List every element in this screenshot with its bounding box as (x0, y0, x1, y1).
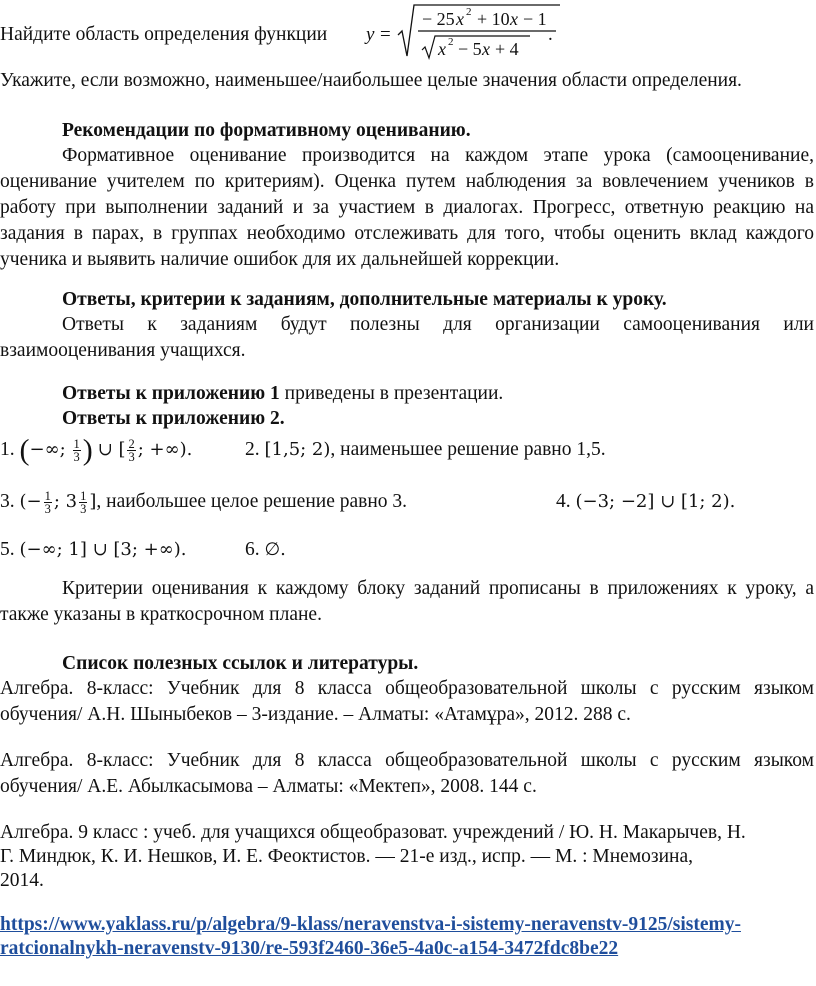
reference-link-line1[interactable]: https://www.yaklass.ru/p/algebra/9-klass/neravenstva-i-sistemy-neravenstv-9125/sistemy- (0, 914, 741, 935)
formative-heading: Рекомендации по формативному оцениванию. (62, 120, 471, 141)
answer-4 (556, 489, 735, 515)
appendix1-bold: Ответы к приложению 1 (62, 383, 280, 404)
answer-3-frac1-num: 1 (44, 489, 51, 504)
answer-3-frac1-den: 3 (44, 502, 51, 517)
answers-text: Ответы к заданиям будут полезны для организации самооценивания или взаимооценивания учащихся. (0, 314, 814, 361)
answers-heading: Ответы, критерии к заданиям, дополнительные материалы к уроку. (62, 289, 667, 310)
appendix1-rest: приведены в презентации. (279, 383, 504, 404)
reference-1: Алгебра. 8-класс: Учебник для 8 класса общеобразовательной школы с русским языком обучения/ А.Н. Шыныбеков – 3-издание. – Алматы: «Атамұра», 2012. 288 с. (0, 678, 814, 725)
answer-6-label: 6. (245, 539, 260, 560)
answer-1-frac1-den: 3 (73, 450, 80, 465)
reference-2: Алгебра. 8-класс: Учебник для 8 класса общеобразовательной школы с русским языком обучения/ А.Е. Абылкасымова – Алматы: «Мектеп», 2008. 144 с. (0, 750, 814, 797)
answer-1-frac2 (127, 438, 135, 463)
answer-3-close: ] (89, 491, 97, 512)
den-x: x (482, 39, 490, 59)
formula-eq: = (380, 24, 391, 45)
answer-3-frac1 (44, 490, 52, 515)
criteria-text: Критерии оценивания к каждому блоку заданий прописаны в приложениях к уроку, а также указаны в краткосрочном плане. (0, 578, 814, 625)
num-x2: x (456, 9, 464, 29)
answer-1-frac1-num: 1 (73, 437, 80, 452)
num-coef-c: − 1 (523, 9, 547, 29)
answer-2 (245, 437, 606, 463)
answer-2-label: 2. (245, 439, 260, 460)
answer-1 (0, 433, 193, 467)
appendix2-heading: Ответы к приложению 2. (62, 408, 285, 429)
answer-1-label: 1. (0, 439, 15, 460)
num-sup: 2 (466, 6, 472, 18)
answer-1-frac2-den: 3 (128, 450, 135, 465)
reference-3-line1: Алгебра. 9 класс : учеб. для учащихся общеобразоват. учреждений / Ю. Н. Макарычев, Н. (0, 822, 746, 843)
answer-3-mid: ; 3 (53, 491, 78, 512)
formative-text: Формативное оценивание производится на каждом этапе урока (самооценивание, оценивание учителем по критериям). Оценка путем наблюдения за вовлечением учеников в работу при выполнении заданий и за участием в диалогах. Прогресс, ответную реакцию на задания в парах, в группах необходимо отслеживать для того, чтобы оценить вклад каждого ученика и выявить наличие ошибок для их дальнейшей коррекции. (0, 145, 814, 270)
answer-4-text: (−3; −2] ∪ [1; 2). (575, 491, 736, 512)
answer-2-rest: , наименьшее решение равно 1,5. (330, 439, 606, 460)
reference-3-line3: 2014. (0, 870, 44, 891)
answer-1-tail: ; +∞). (137, 439, 193, 460)
answer-3-frac2-num: 1 (80, 489, 87, 504)
den-coef-b: − 5 (458, 39, 482, 59)
answer-1-close: ) (82, 433, 93, 467)
literature-heading: Список полезных ссылок и литературы. (62, 653, 419, 674)
task-line2: Укажите, если возможно, наименьшее/наибольшее целые значения области определения. (0, 70, 742, 91)
answer-6-text: ∅. (264, 539, 286, 560)
answer-5-text: (−∞; 1] ∪ [3; +∞). (19, 539, 187, 560)
function-formula (360, 0, 570, 62)
answer-3-open: (− (19, 491, 42, 512)
answer-3-frac2 (79, 490, 87, 515)
formula-y: y (366, 24, 375, 45)
answer-3-label: 3. (0, 491, 15, 512)
num-coef-a: − 25 (422, 9, 455, 29)
answer-3 (0, 489, 407, 515)
answer-1-frac2-num: 2 (128, 437, 135, 452)
answer-3-rest: , наибольшее целое решение равно 3. (96, 491, 408, 512)
answer-1-open: ( (19, 433, 30, 467)
den-x2: x (438, 39, 446, 59)
den-coef-c: + 4 (495, 39, 519, 59)
answer-4-label: 4. (556, 491, 571, 512)
answer-1-inner: −∞; (29, 439, 66, 460)
answer-5-label: 5. (0, 539, 15, 560)
den-sup: 2 (448, 36, 454, 48)
formula-end: . (548, 24, 553, 45)
answer-2-interval: [1,5; 2) (264, 439, 331, 460)
answer-5 (0, 537, 186, 563)
reference-link-line2[interactable]: ratcionalnykh-neravenstv-9130/re-593f2460-36e5-4a0c-a154-3472fdc8be22 (0, 938, 619, 959)
num-coef-b: + 10 (477, 9, 510, 29)
num-x: x (510, 9, 518, 29)
answer-1-frac1 (73, 438, 81, 463)
answer-6 (245, 537, 286, 563)
reference-3-line2: Г. Миндюк, К. И. Нешков, И. Е. Феоктистов. — 21-е изд., испр. — М. : Мнемозина, (0, 846, 694, 867)
task-prefix: Найдите область определения функции (0, 24, 328, 45)
answer-1-union: ∪ [ (97, 439, 126, 460)
appendix1-line (62, 381, 503, 407)
answer-3-frac2-den: 3 (80, 502, 87, 517)
